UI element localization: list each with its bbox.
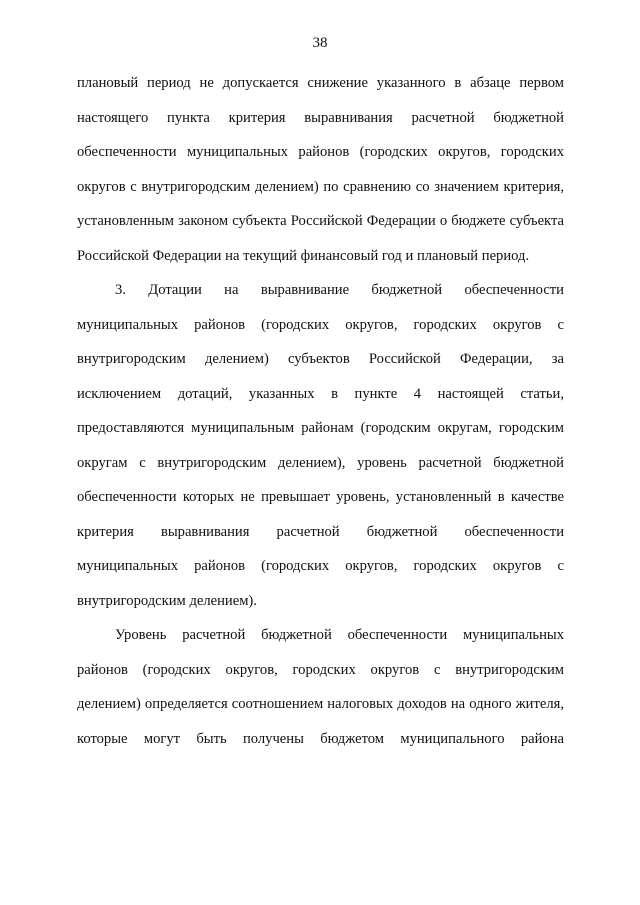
paragraph-point-3: 3. Дотации на выравнивание бюджетной обеспеченности муниципальных районов (городских округов, городских округов с внутригородским делением) субъектов Российской Федерации, за исключением дотаций, указанных в пункте 4 настоящей статьи, предоставляются муниципальным районам (городским округам, городским округам с внутригородским делением), уровень расчетной бюджетной обеспеченности которых не превышает уровень, установленный в качестве критерия выравнивания расчетной бюджетной обеспеченности муниципальных районов (городских округов, городских округов с внутригородским делением). xyxy=(77,282,564,609)
paragraph-calculation-level: Уровень расчетной бюджетной обеспеченности муниципальных районов (городских округов, городских округов с внутригородским делением) определяется соотношением налоговых доходов на одного жителя, которые могут быть получены бюджетом муниципального района xyxy=(77,627,564,747)
page-number: 38 xyxy=(312,35,328,51)
paragraph-continuation: плановый период не допускается снижение указанного в абзаце первом настоящего пункта критерия выравнивания расчетной бюджетной обеспеченности муниципальных районов (городских округов, городских округов с внутригородским делением) по сравнению со значением критерия, установленным законом субъекта Российской Федерации о бюджете субъекта Российской Федерации на текущий финансовый год и плановый период. xyxy=(77,75,564,264)
document-body xyxy=(77,66,564,756)
